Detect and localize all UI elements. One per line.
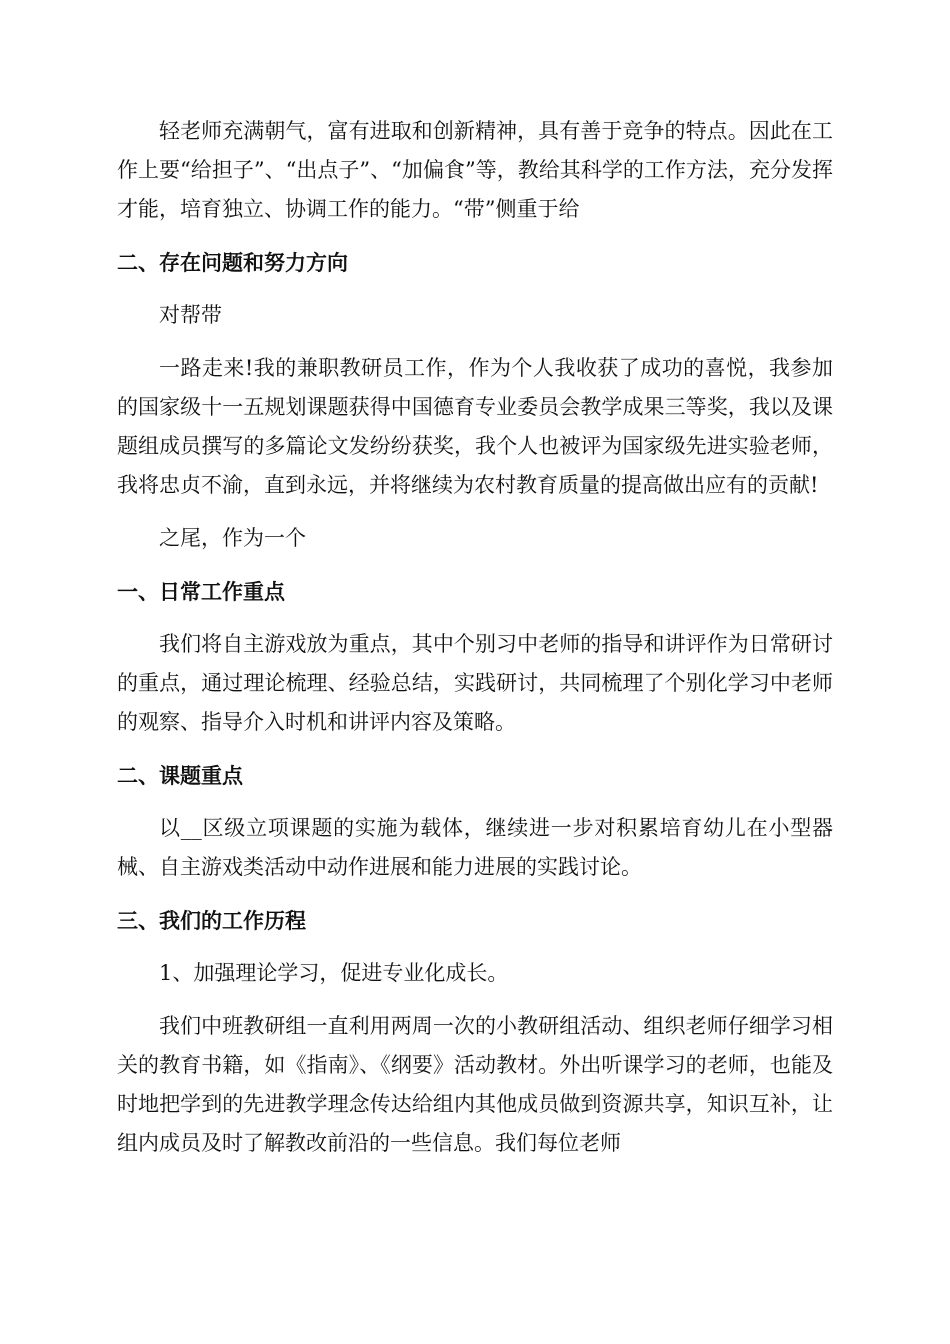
paragraph-intro: 轻老师充满朝气，富有进取和创新精神，具有善于竞争的特点。因此在工作上要“给担子”、“出点子”、“加偏食”等，教给其科学的工作方法，充分发挥才能，培育独立、协调工作的能力。“带”侧重于给	[117, 119, 833, 221]
paragraph-daily-focus: 我们将自主游戏放为重点，其中个别习中老师的指导和讲评作为日常研讨的重点，通过理论梳理、经验总结，实践研讨，共同梳理了个别化学习中老师的观察、指导介入时机和讲评内容及策略。	[117, 632, 833, 734]
paragraph-theory-study: 1、加强理论学习，促进专业化成长。	[159, 961, 509, 985]
heading-research-focus: 二、课题重点	[117, 763, 243, 788]
heading-work-process: 三、我们的工作历程	[117, 908, 306, 933]
document-page	[117, 112, 833, 1163]
paragraph-research-focus: 以__区级立项课题的实施为载体，继续进一步对积累培育幼儿在小型器械、自主游戏类活动中动作进展和能力进展的实践讨论。	[117, 816, 833, 879]
heading-daily-focus: 一、日常工作重点	[117, 579, 285, 604]
heading-problems-direction: 二、存在问题和努力方向	[117, 250, 348, 275]
paragraph-journey: 一路走来!我的兼职教研员工作，作为个人我收获了成功的喜悦，我参加的国家级十一五规划课题获得中国德育专业委员会教学成果三等奖，我以及课题组成员撰写的多篇论文发纷纷获奖，我个人也被评为国家级先进实验老师，我将忠贞不渝，直到永远，并将继续为农村教育质量的提高做出应有的贡献!	[117, 356, 833, 497]
paragraph-mentoring: 对帮带	[159, 303, 222, 327]
paragraph-teaching-group: 我们中班教研组一直利用两周一次的小教研组活动、组织老师仔细学习相关的教育书籍，如《指南》、《纲要》活动教材。外出听课学习的老师，也能及时地把学到的先进教学理念传达给组内其他成员做到资源共享，知识互补，让组内成员及时了解教改前沿的一些信息。我们每位老师	[117, 1014, 833, 1155]
paragraph-ending: 之尾，作为一个	[159, 526, 306, 550]
